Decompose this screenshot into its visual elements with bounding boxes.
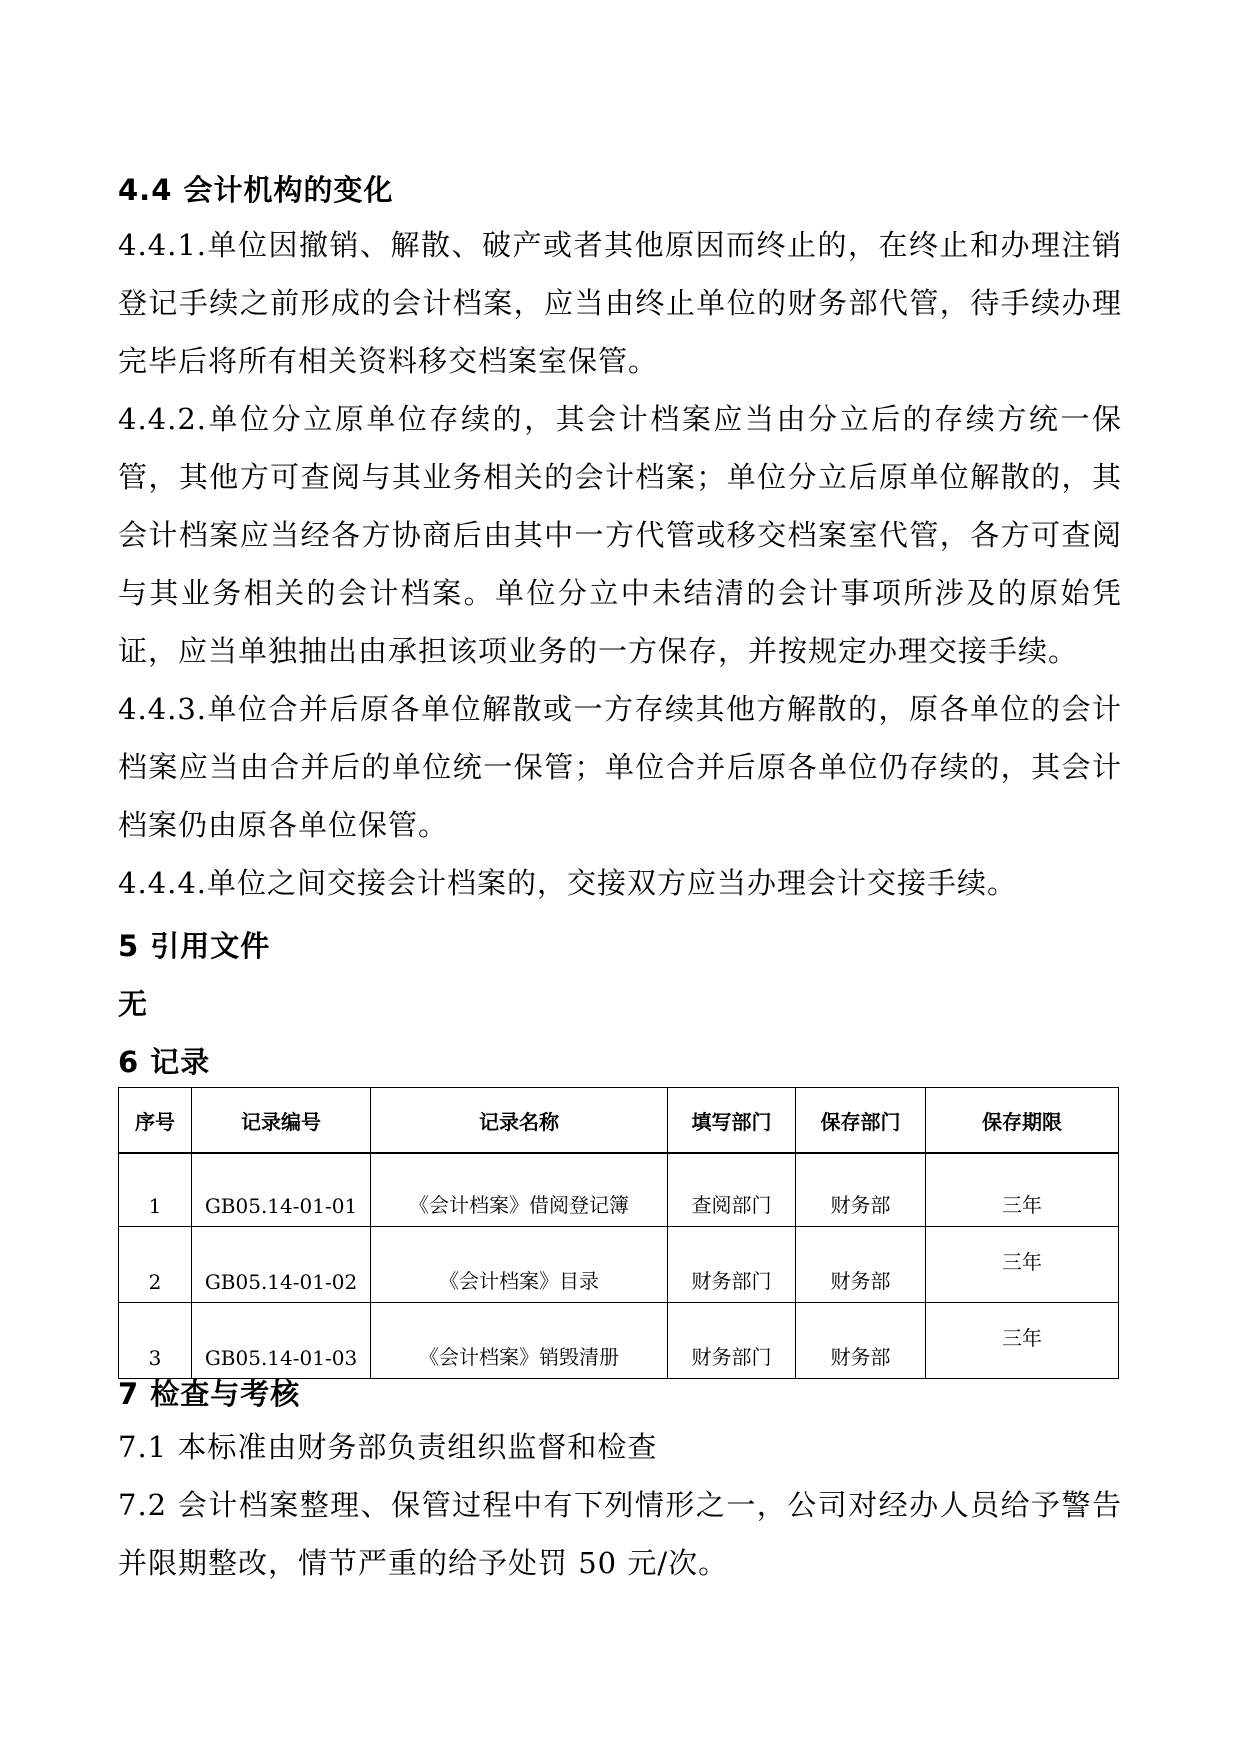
table-cell: 财务部: [796, 1227, 926, 1303]
table-cell: 《会计档案》销毁清册: [371, 1303, 668, 1379]
records-table: [118, 1087, 1119, 1379]
paragraph-text: 7.2 会计档案整理、保管过程中有下列情形之一，公司对经办人员给予警告并限期整改，情节严重的给予处罚 50 元/次。: [118, 1488, 1122, 1580]
section-5-body: 无: [118, 987, 149, 1021]
table-cell: GB05.14-01-03: [192, 1303, 371, 1379]
column-header-record-number: 记录编号: [192, 1088, 371, 1154]
column-header-record-name: 记录名称: [371, 1088, 668, 1154]
paragraph-4-4-4: [118, 854, 1122, 912]
paragraph-text: 4.4.4.单位之间交接会计档案的，交接双方应当办理会计交接手续。: [118, 866, 1018, 900]
paragraph-text: 7.1 本标准由财务部负责组织监督和检查: [118, 1430, 658, 1464]
paragraph-text: 4.4.2.单位分立原单位存续的，其会计档案应当由分立后的存续方统一保管，其他方可查阅与其业务相关的会计档案；单位分立后原单位解散的，其会计档案应当经各方协商后由其中一方代管或移交档案室代管，各方可查阅与其业务相关的会计档案。单位分立中未结清的会计事项所涉及的原始凭证，应当单独抽出由承担该项业务的一方保存，并按规定办理交接手续。: [118, 402, 1122, 668]
column-header-index: 序号: [119, 1088, 192, 1154]
table-cell: 三年: [926, 1153, 1119, 1227]
table-row: [119, 1303, 1119, 1379]
table-cell: GB05.14-01-02: [192, 1227, 371, 1303]
table-cell: 《会计档案》目录: [371, 1227, 668, 1303]
table-header-row: [119, 1088, 1119, 1154]
table-row: [119, 1153, 1119, 1227]
table-cell: 三年: [926, 1227, 1119, 1303]
paragraph-7-1: [118, 1418, 1122, 1476]
table-cell: 财务部门: [668, 1227, 796, 1303]
column-header-retention-period: 保存期限: [926, 1088, 1119, 1154]
table-row: [119, 1227, 1119, 1303]
table-cell: 2: [119, 1227, 192, 1303]
column-header-storage-department: 保存部门: [796, 1088, 926, 1154]
section-6-heading: 6 记录: [118, 1045, 211, 1079]
section-7-heading: 7 检查与考核: [118, 1377, 301, 1411]
paragraph-4-4-3: [118, 680, 1122, 854]
column-header-filling-department: 填写部门: [668, 1088, 796, 1154]
table-cell: 《会计档案》借阅登记簿: [371, 1153, 668, 1227]
table-cell: 3: [119, 1303, 192, 1379]
table-cell: 1: [119, 1153, 192, 1227]
paragraph-7-2: [118, 1476, 1122, 1592]
table-cell: 财务部: [796, 1303, 926, 1379]
paragraph-4-4-1: [118, 216, 1122, 390]
table-cell: GB05.14-01-01: [192, 1153, 371, 1227]
section-5-heading: 5 引用文件: [118, 929, 271, 963]
table-cell: 财务部门: [668, 1303, 796, 1379]
paragraph-text: 4.4.3.单位合并后原各单位解散或一方存续其他方解散的，原各单位的会计档案应当由合并后的单位统一保管；单位合并后原各单位仍存续的，其会计档案仍由原各单位保管。: [118, 692, 1122, 842]
paragraph-text: 4.4.1.单位因撤销、解散、破产或者其他原因而终止的，在终止和办理注销登记手续之前形成的会计档案，应当由终止单位的财务部代管，待手续办理完毕后将所有相关资料移交档案室保管。: [118, 228, 1122, 378]
table-cell: 三年: [926, 1303, 1119, 1379]
table-cell: 财务部: [796, 1153, 926, 1227]
table-cell: 查阅部门: [668, 1153, 796, 1227]
section-4-4-heading: 4.4 会计机构的变化: [118, 173, 394, 207]
paragraph-4-4-2: [118, 390, 1122, 680]
